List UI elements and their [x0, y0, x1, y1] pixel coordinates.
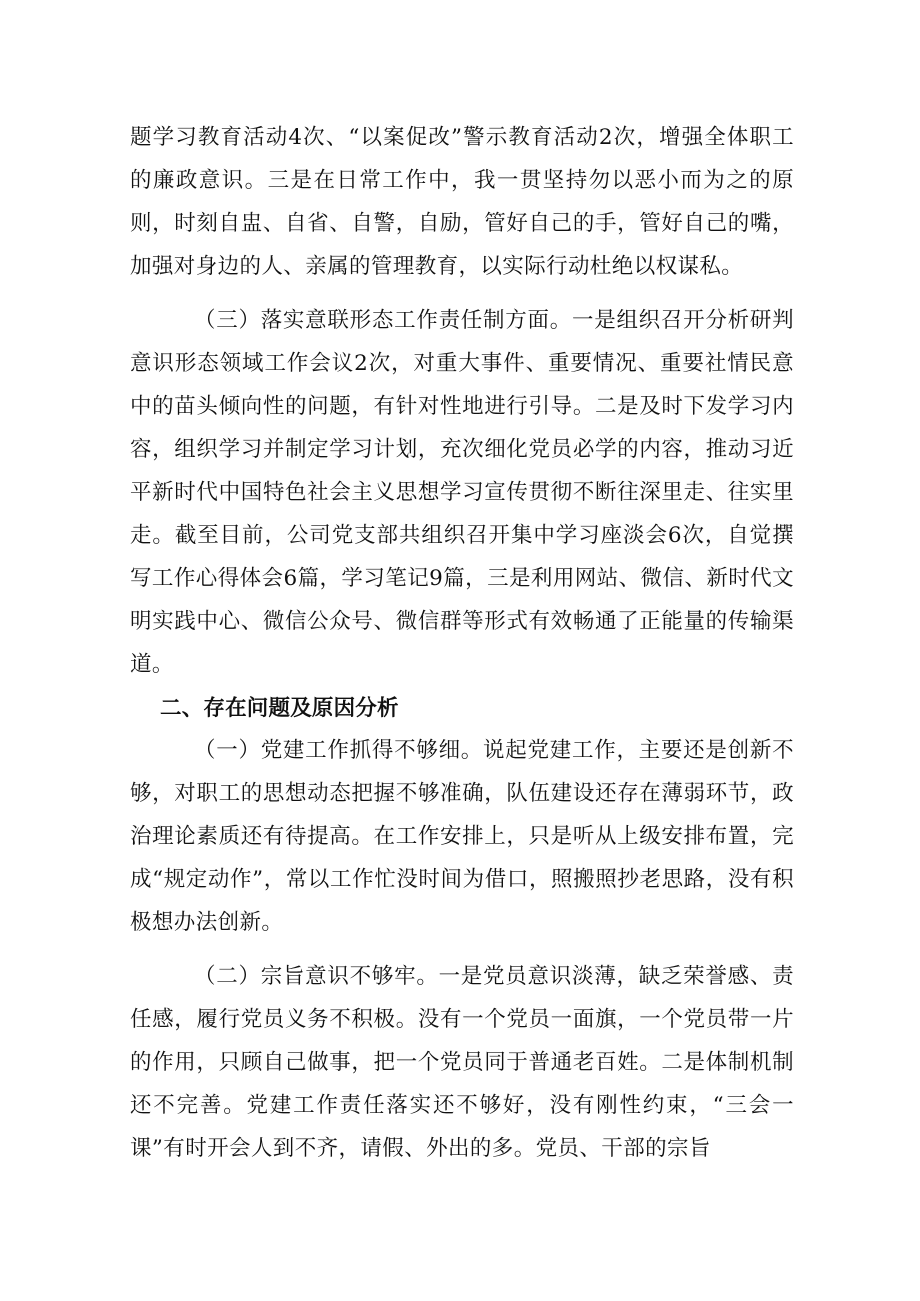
paragraph-continuation: 题学习教育活动4次、“以案促改”警示教育活动2次，增强全体职工的廉政意识。三是在日常工作中，我一贯坚持勿以恶小而为之的原则，时刻自盅、自省、自警，自励，管好自己的手，管好自己的嘴，加强对身边的人、亲属的管理教育，以实际行动杜绝以权谋私。 — [130, 125, 794, 279]
document-body — [130, 116, 794, 1170]
paragraph-problem-purpose-awareness: （二）宗旨意识不够牢。一是党员意识淡薄，缺乏荣誉感、责任感，履行党员义务不积极。没有一个党员一面旗，一个党员带一片的作用，只顾自己做事，把一个党员同于普通老百姓。二是体制机制还不完善。党建工作责任落实还不够好，没有刚性约束，“三会一课”有时开会人到不齐，请假、外出的多。党员、干部的宗旨 — [130, 964, 794, 1161]
paragraph-problem-party-building: （一）党建工作抓得不够细。说起党建工作，主要还是创新不够，对职工的思想动态把握不够准确，队伍建设还存在薄弱环节，政治理论素质还有待提高。在工作安排上，只是听从上级安排布置，完成“规定动作”，常以工作忙没时间为借口，照搬照抄老思路，没有积极想办法创新。 — [130, 738, 794, 935]
paragraph-ideology-responsibility: （三）落实意联形态工作责任制方面。一是组织召开分析研判意识形态领域工作会议2次，对重大事件、重要情况、重要社情民意中的苗头倾向性的问题，有针对性地进行引导。二是及时下发学习内容，组织学习并制定学习计划，充次细化党员必学的内容，推动习近平新时代中国特色社会主义思想学习宣传贯彻不断往深里走、往实里走。截至目前，公司党支部共组织召开集中学习座淡会6次，自觉撰写工作心得体会6篇，学习笔记9篇，三是利用网站、微信、新时代文明实践中心、微信公众号、微信群等形式有效畅通了正能量的传输渠道。 — [130, 308, 794, 677]
section-heading-problems: 二、存在问题及原因分析 — [160, 696, 399, 721]
